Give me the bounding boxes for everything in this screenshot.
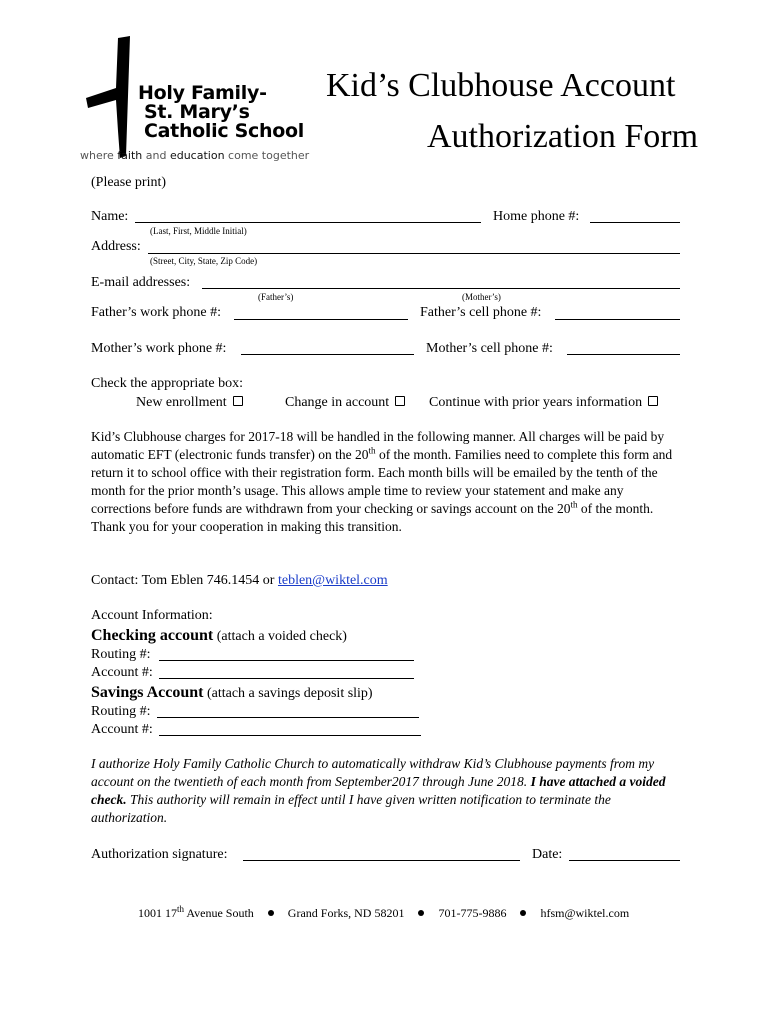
mother-work-phone-field[interactable] (241, 354, 414, 355)
continue-prior-checkbox[interactable] (648, 396, 658, 406)
savings-account-field[interactable] (159, 735, 421, 736)
footer-email: hfsm@wiktel.com (540, 906, 630, 920)
option-change-account[interactable] (285, 394, 405, 411)
account-info-heading: Account Information: (91, 608, 213, 623)
instructions-paragraph: Kid’s Clubhouse charges for 2017-18 will be handled in the following manner. All charges will be paid by automatic EFT (electronic funds transfer) on the 20th of the month. Families need to complete this form and return it to school office with their registration form. Each month bills will be emailed by the tenth of the month for the prior month’s usage. This allows ample time to review your statement and make any corrections before funds are withdrawn from your checking or savings account on the 20th of the month. Thank you for your cooperation in making this transition. (91, 429, 673, 534)
checking-account-field[interactable] (159, 678, 414, 679)
logo-line-2: St. Mary’s (144, 101, 250, 123)
signature-field[interactable] (243, 860, 520, 861)
bullet-icon (418, 910, 424, 916)
home-phone-field[interactable] (590, 222, 680, 223)
footer-address: 1001 17th Avenue South (138, 904, 254, 920)
bullet-icon (268, 910, 274, 916)
check-box-label: Check the appropriate box: (91, 376, 244, 391)
checking-heading: Checking account (attach a voided check) (91, 627, 347, 644)
mother-cell-phone-field[interactable] (567, 354, 680, 355)
checking-routing-label: Routing #: (91, 647, 151, 662)
email-field[interactable] (202, 288, 680, 289)
please-print-note: (Please print) (91, 175, 167, 190)
name-field[interactable] (135, 222, 481, 223)
address-label: Address: (91, 239, 141, 254)
school-logo (80, 36, 310, 166)
option-continue-label: Continue with prior years information (429, 395, 643, 410)
footer-phone: 701-775-9886 (438, 906, 507, 920)
logo-line-1: Holy Family- (138, 82, 267, 104)
savings-heading: Savings Account (attach a savings deposit slip) (91, 684, 373, 701)
bullet-icon (520, 910, 526, 916)
mother-work-phone-label: Mother’s work phone #: (91, 341, 227, 356)
option-continue-prior[interactable] (429, 394, 658, 411)
contact-line: Contact: Tom Eblen 746.1454 or teblen@wiktel.com (91, 573, 388, 588)
email-father-hint: (Father’s) (258, 292, 294, 302)
contact-email-link[interactable]: teblen@wiktel.com (277, 573, 388, 588)
option-new-label: New enrollment (136, 395, 227, 410)
savings-account-label: Account #: (91, 722, 153, 737)
home-phone-label: Home phone #: (493, 209, 580, 224)
name-label: Name: (91, 209, 129, 224)
father-work-phone-field[interactable] (234, 319, 408, 320)
mother-cell-phone-label: Mother’s cell phone #: (426, 341, 553, 356)
email-label: E-mail addresses: (91, 275, 191, 290)
father-work-phone-label: Father’s work phone #: (91, 305, 221, 320)
logo-tagline: where faith and education come together (80, 149, 310, 162)
new-enrollment-checkbox[interactable] (233, 396, 243, 406)
name-hint: (Last, First, Middle Initial) (150, 226, 247, 236)
footer-city: Grand Forks, ND 58201 (287, 906, 405, 920)
address-hint: (Street, City, State, Zip Code) (150, 256, 258, 266)
change-account-checkbox[interactable] (395, 396, 405, 406)
date-label: Date: (532, 847, 563, 862)
option-new-enrollment[interactable] (136, 394, 243, 411)
checking-routing-field[interactable] (159, 660, 414, 661)
option-change-label: Change in account (285, 395, 390, 410)
page-title-line-2: Authorization Form (427, 118, 699, 155)
signature-label: Authorization signature: (91, 847, 228, 862)
father-cell-phone-label: Father’s cell phone #: (420, 305, 542, 320)
father-cell-phone-field[interactable] (555, 319, 680, 320)
page-title-line-1: Kid’s Clubhouse Account (326, 67, 676, 104)
email-mother-hint: (Mother’s) (462, 292, 501, 302)
checking-account-label: Account #: (91, 665, 153, 680)
savings-routing-label: Routing #: (91, 704, 151, 719)
address-field[interactable] (148, 253, 680, 254)
savings-routing-field[interactable] (157, 717, 419, 718)
cross-icon (80, 36, 140, 161)
footer-contact (138, 906, 629, 921)
date-field[interactable] (569, 860, 680, 861)
authorization-paragraph: I authorize Holy Family Catholic Church to automatically withdraw Kid’s Clubhouse payments from my account on the twentieth of each month from September2017 through June 2018. I have attached a voided check. This authority will remain in effect until I have given written notification to terminate the authorization. (91, 756, 666, 825)
logo-line-3: Catholic School (144, 120, 304, 142)
